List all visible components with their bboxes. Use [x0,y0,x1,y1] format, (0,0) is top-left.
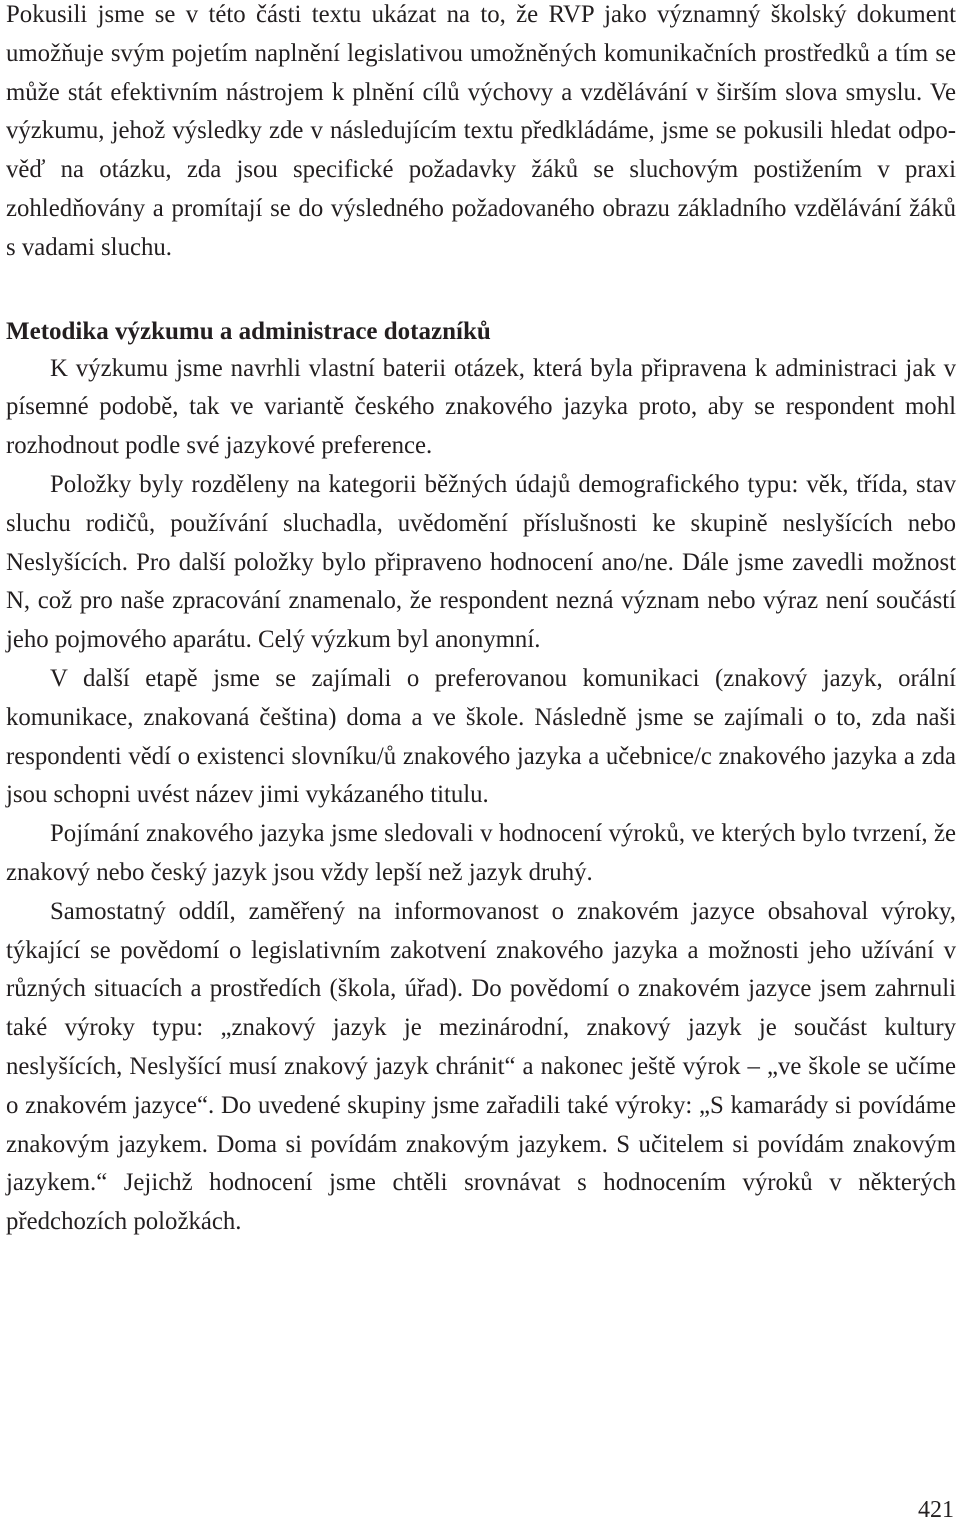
method-paragraph-3: V další etapě jsme se zajímali o preferovanou komunikaci (znakový jazyk, orální komunikace, znakovaná čeština) doma a ve škole. Následně jsme se zajímali o to, zda naši respondenti vědí o existenci slovníku/ů znakového jazyka a učebnice/c znakového jazyka a zda jsou schopni uvést název jimi vykázaného titulu. [6,664,956,809]
document-page [6,0,956,1242]
intro-paragraph: Pokusili jsme se v této části textu ukázat na to, že RVP jako významný školský dokument umožňuje svým pojetím naplnění legislativou umožněných komunikačních prostředků a tím se může stát efektivním nástrojem k plnění cílů výchovy a vzdělávání v širším slova smyslu. Ve výzkumu, jehož výsledky zde v následujícím textu předkládáme, jsme se pokusili hledat odpověď na otázku, zda jsou specifické požadavky žáků se sluchovým postižením v praxi zohledňovány a promítají se do výsledného požadovaného obrazu základního vzdělávání žáků s vadami sluchu. [6,1,956,261]
method-paragraph-5: Samostatný oddíl, zaměřený na informovanost o znakovém jazyce obsahoval výroky, týkající se povědomí o legislativním zakotvení znakového jazyka a možnosti jeho užívání v různých situacích a prostředích (škola, úřad). Do povědomí o znakovém jazyce jsem zahrnuli také výroky typu: „znakový jazyk je mezinárodní, znakový jazyk je součást kultury neslyšících, Neslyšící musí znakový jazyk chránit“ a nakonec ještě výrok – „ve škole se učíme o znakovém jazyce“. Do uvedené skupiny jsme zařadili také výroky: „S kamarády si povídáme znakovým jazykem. Doma si povídám znakovým jazykem. S učitelem si povídám znakovým jazykem.“ Jejichž hodnocení jsme chtěli srovnávat s hodnocením výroků v některých předchozích položkách. [6,897,956,1236]
method-paragraph-2: Položky byly rozděleny na kategorii běžných údajů demografického typu: věk, třída, stav sluchu rodičů, používání sluchadla, uvědomění příslušnosti ke skupině neslyšících nebo Neslyšících. Pro další položky bylo připraveno hodnocení ano/ne. Dále jsme zavedli možnost N, což pro naše zpracování znamenalo, že respondent nezná význam nebo výraz není součástí jeho pojmového aparátu. Celý výzkum byl anonymní. [6,470,956,654]
section-heading: Metodika výzkumu a administrace dotazníků [6,317,491,345]
method-paragraph-4: Pojímání znakového jazyka jsme sledovali v hodnocení výroků, ve kterých bylo tvrzení, že znakový nebo český jazyk jsou vždy lepší než jazyk druhý. [6,820,956,886]
page-number: 421 [918,1497,954,1523]
method-paragraph-1: K výzkumu jsme navrhli vlastní baterii otázek, která byla připravena k administraci jak v písemné podobě, tak ve variantě českého znakového jazyka proto, aby se respondent mohl rozhodnout podle své jazykové preference. [6,354,956,460]
